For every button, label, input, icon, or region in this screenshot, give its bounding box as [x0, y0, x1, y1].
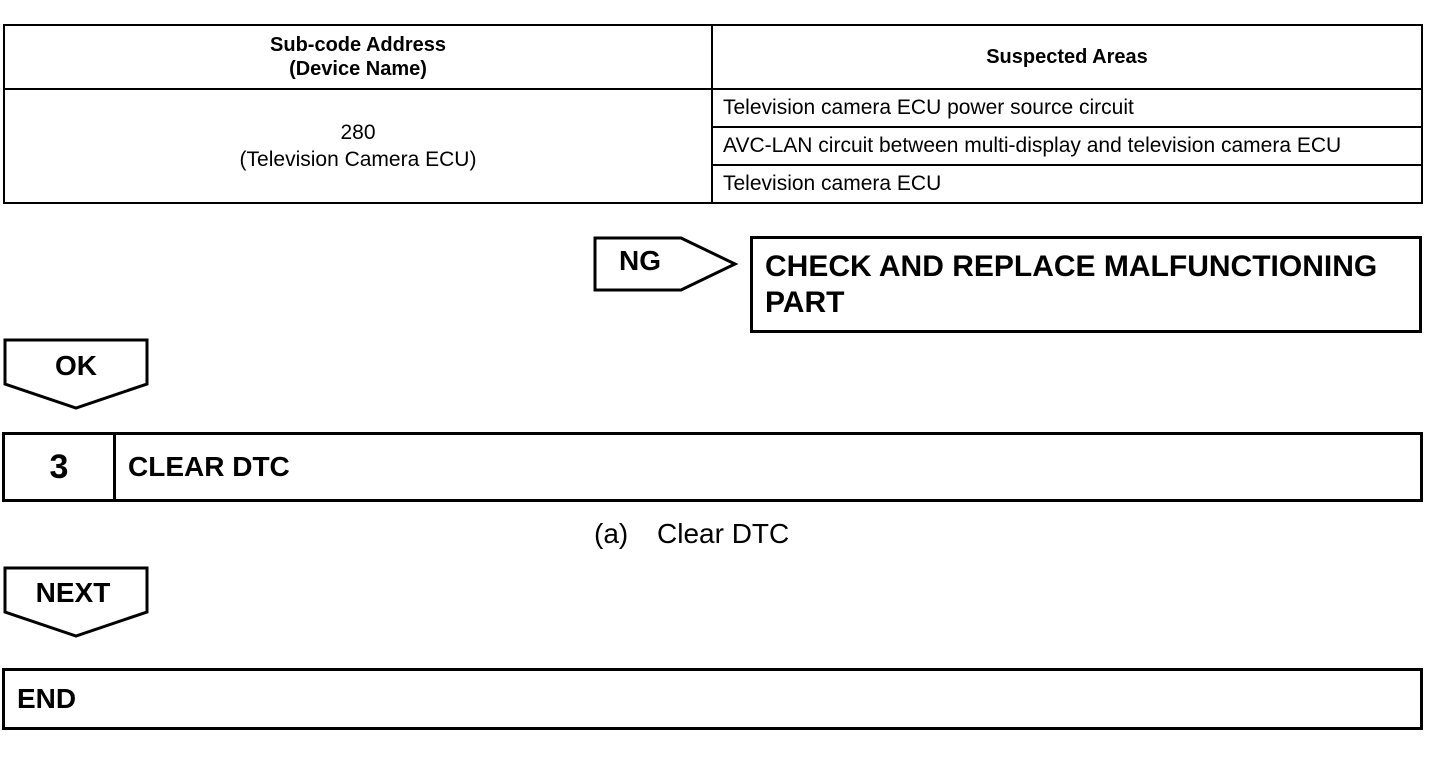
substep-marker: (a)	[594, 518, 629, 549]
substep-text: Clear DTC	[657, 518, 790, 549]
cell-suspected-area: Television camera ECU power source circuit	[712, 89, 1422, 127]
step-number: 3	[5, 435, 116, 499]
header-subcode-address	[4, 25, 712, 89]
ng-action-line2: PART	[765, 286, 845, 319]
end-label: END	[17, 683, 77, 714]
ng-action-line1: CHECK AND REPLACE MALFUNCTIONING	[765, 250, 1378, 283]
header-address-line1: Sub-code Address	[270, 34, 446, 56]
device-name: (Television Camera ECU)	[239, 148, 477, 171]
ng-action-box	[750, 236, 1422, 333]
ok-label: OK	[55, 350, 97, 381]
ng-label: NG	[619, 245, 661, 276]
header-suspected-areas: Suspected Areas	[712, 25, 1422, 89]
next-label: NEXT	[35, 577, 111, 608]
step-title: CLEAR DTC	[128, 451, 290, 482]
table-row	[4, 89, 1422, 127]
step-3-box	[2, 432, 1423, 502]
address-code: 280	[340, 121, 376, 144]
cell-suspected-area: AVC-LAN circuit between multi-display and television camera ECU	[712, 127, 1422, 165]
cell-suspected-area: Television camera ECU	[712, 165, 1422, 203]
suspected-areas-table	[3, 24, 1423, 204]
ng-action-text	[765, 249, 1377, 321]
table-header-row	[4, 25, 1422, 89]
header-address-line2: (Device Name)	[289, 58, 427, 80]
end-box	[2, 668, 1423, 730]
cell-subcode-address	[4, 89, 712, 203]
